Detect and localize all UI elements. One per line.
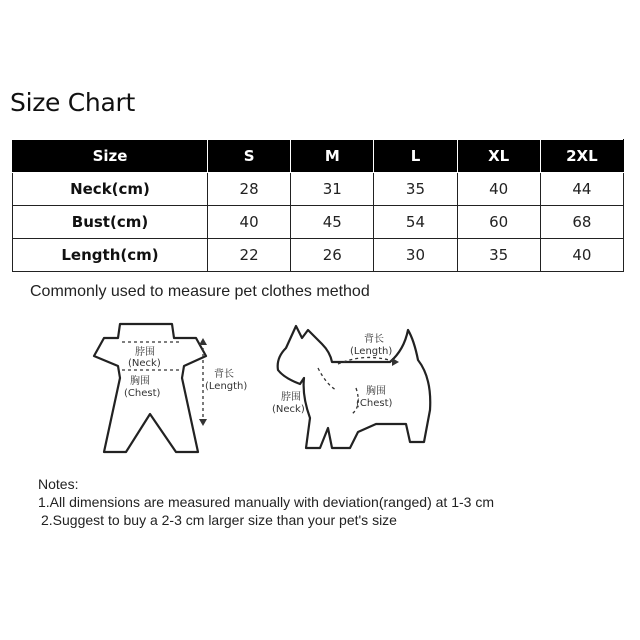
table-header-row bbox=[13, 140, 624, 173]
notes-heading: Notes: bbox=[38, 476, 79, 492]
table-cell: 68 bbox=[540, 206, 623, 239]
table-cell: 44 bbox=[540, 173, 623, 206]
table-cell: 40 bbox=[540, 239, 623, 272]
row-label-bust: Bust(cm) bbox=[13, 206, 208, 239]
clothes-length-en: (Length) bbox=[205, 381, 248, 392]
header-cell-m: M bbox=[291, 140, 374, 173]
table-cell: 40 bbox=[208, 206, 291, 239]
size-table bbox=[12, 139, 624, 272]
header-cell-l: L bbox=[374, 140, 457, 173]
header-cell-size: Size bbox=[13, 140, 208, 173]
measurement-diagram bbox=[0, 310, 640, 460]
clothes-chest-en: (Chest) bbox=[124, 388, 161, 399]
dog-neck-en: (Neck) bbox=[272, 404, 305, 415]
clothes-neck-cn: 脖围 bbox=[135, 347, 155, 358]
table-row bbox=[13, 239, 624, 272]
clothes-length-cn: 背长 bbox=[214, 369, 234, 380]
row-label-length: Length(cm) bbox=[13, 239, 208, 272]
table-cell: 31 bbox=[291, 173, 374, 206]
dog-chest-cn: 胸围 bbox=[366, 386, 386, 397]
table-cell: 60 bbox=[457, 206, 540, 239]
clothes-neck-en: (Neck) bbox=[128, 358, 161, 369]
table-row bbox=[13, 173, 624, 206]
dog-neck-cn: 脖围 bbox=[281, 392, 301, 403]
dog-chest-en: (Chest) bbox=[356, 398, 393, 409]
dog-length-cn: 背长 bbox=[364, 334, 384, 345]
notes-section bbox=[38, 475, 494, 529]
clothes-chest-cn: 胸围 bbox=[130, 376, 150, 387]
note-item: 1.All dimensions are measured manually with deviation(ranged) at 1-3 cm bbox=[38, 494, 494, 510]
page-title: Size Chart bbox=[10, 88, 135, 117]
table-cell: 35 bbox=[457, 239, 540, 272]
dog-arrows bbox=[392, 358, 399, 366]
table-cell: 22 bbox=[208, 239, 291, 272]
table-cell: 45 bbox=[291, 206, 374, 239]
table-cell: 26 bbox=[291, 239, 374, 272]
table-row bbox=[13, 206, 624, 239]
dog-illustration bbox=[278, 326, 431, 448]
header-cell-xl: XL bbox=[457, 140, 540, 173]
row-label-neck: Neck(cm) bbox=[13, 173, 208, 206]
note-item: 2.Suggest to buy a 2-3 cm larger size than your pet's size bbox=[41, 512, 397, 528]
table-cell: 30 bbox=[374, 239, 457, 272]
header-cell-s: S bbox=[208, 140, 291, 173]
dog-length-en: (Length) bbox=[350, 346, 393, 357]
table-cell: 35 bbox=[374, 173, 457, 206]
table-cell: 28 bbox=[208, 173, 291, 206]
header-cell-2xl: 2XL bbox=[540, 140, 623, 173]
measure-method-heading: Commonly used to measure pet clothes method bbox=[30, 283, 370, 300]
table-cell: 40 bbox=[457, 173, 540, 206]
table-cell: 54 bbox=[374, 206, 457, 239]
